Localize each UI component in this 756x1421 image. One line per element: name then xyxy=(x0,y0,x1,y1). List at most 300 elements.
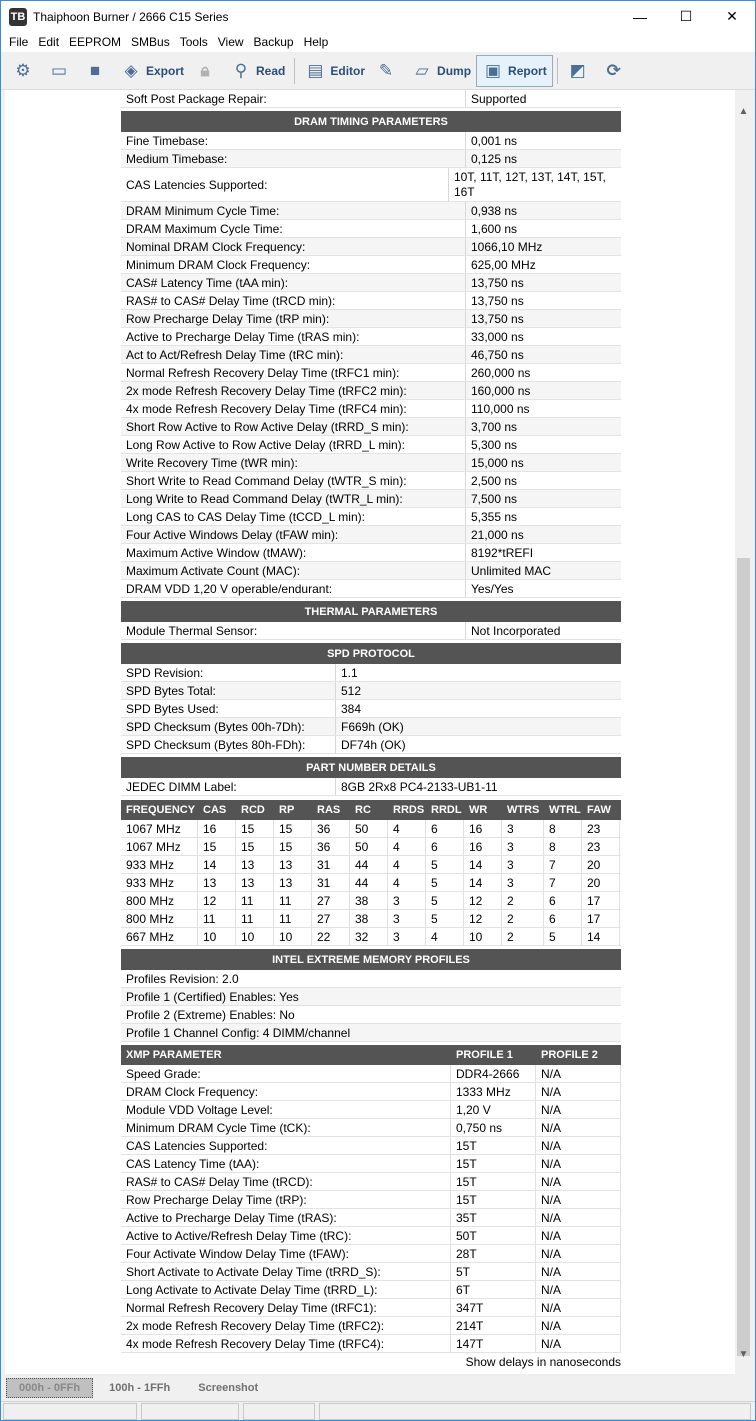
table-cell: 15 xyxy=(236,838,274,855)
column-header: XMP PARAMETER xyxy=(126,1049,222,1061)
row-value: 7,500 ns xyxy=(471,491,518,506)
menu-smbus[interactable]: SMBus xyxy=(131,35,170,49)
status-bar xyxy=(1,1401,755,1420)
row-key: Medium Timebase: xyxy=(121,150,466,167)
row-value: 13,750 ns xyxy=(471,275,524,290)
table-cell: Active to Precharge Delay Time (tRAS): xyxy=(121,1209,451,1226)
report-row xyxy=(121,256,621,274)
read-label: Read xyxy=(256,63,286,78)
menu-help[interactable]: Help xyxy=(303,35,329,49)
folder-icon: ▭ xyxy=(50,60,68,80)
xmp-table-header xyxy=(121,1045,621,1065)
table-cell: 13 xyxy=(274,856,312,873)
lock-button[interactable] xyxy=(189,55,225,87)
row-value: Unlimited MAC xyxy=(471,563,552,578)
table-cell: 933 MHz xyxy=(121,874,198,891)
report-row xyxy=(121,718,621,736)
table-cell: 11 xyxy=(236,910,274,927)
tab-screenshot[interactable]: Screenshot xyxy=(198,1382,259,1394)
column-header: WTRL xyxy=(549,804,581,816)
report-row xyxy=(121,664,621,682)
xmp-row xyxy=(121,1173,621,1191)
table-cell: 14 xyxy=(464,856,502,873)
window-controls xyxy=(617,1,755,32)
table-cell: N/A xyxy=(536,1173,621,1190)
table-cell: 6 xyxy=(426,838,464,855)
xmp-row xyxy=(121,1227,621,1245)
row-value: 2,500 ns xyxy=(471,473,518,488)
scrollbar-thumb[interactable] xyxy=(737,558,750,1356)
editor-button[interactable] xyxy=(299,55,370,87)
table-cell: 15 xyxy=(274,838,312,855)
xmp-row xyxy=(121,1155,621,1173)
info-button[interactable] xyxy=(562,55,598,87)
table-cell: 5 xyxy=(426,892,464,909)
menu-backup[interactable]: Backup xyxy=(253,35,294,49)
tab-100h-1ffh[interactable]: 100h - 1FFh xyxy=(109,1382,171,1394)
row-key: RAS# to CAS# Delay Time (tRCD min): xyxy=(121,292,466,309)
table-cell: 10 xyxy=(274,928,312,945)
section-header-xmp: INTEL EXTREME MEMORY PROFILES xyxy=(121,949,621,970)
row-key: Soft Post Package Repair: xyxy=(121,90,466,107)
frequency-table-header xyxy=(121,800,621,820)
xmp-row xyxy=(121,1335,621,1353)
table-cell: 13 xyxy=(236,856,274,873)
row-key: 4x mode Refresh Recovery Delay Time (tRFC4 min): xyxy=(121,400,466,417)
table-cell: 14 xyxy=(582,928,620,945)
table-cell: 6T xyxy=(451,1281,536,1298)
table-cell: 4x mode Refresh Recovery Delay Time (tRFC4): xyxy=(121,1335,451,1352)
settings-button[interactable] xyxy=(7,55,43,87)
table-row xyxy=(121,856,621,874)
table-cell: 1067 MHz xyxy=(121,838,198,855)
row-key: SPD Revision: xyxy=(121,664,336,681)
report-row xyxy=(121,580,621,598)
row-key: Module Thermal Sensor: xyxy=(121,622,466,639)
report-row xyxy=(121,472,621,490)
toolbar xyxy=(1,52,755,90)
info-text: Profiles Revision: 2.0 xyxy=(126,971,239,986)
refresh-button[interactable] xyxy=(598,55,634,87)
dump-label: Dump xyxy=(437,63,472,78)
table-cell: DDR4-2666 xyxy=(451,1065,536,1082)
table-cell: 10 xyxy=(236,928,274,945)
xmp-row xyxy=(121,1317,621,1335)
table-cell: 933 MHz xyxy=(121,856,198,873)
menu-file[interactable]: File xyxy=(9,35,29,49)
table-cell: 20 xyxy=(582,856,620,873)
refresh-icon: ⟳ xyxy=(606,60,621,80)
row-value: 15,000 ns xyxy=(471,455,524,470)
report-row xyxy=(121,562,621,580)
xmp-row xyxy=(121,1245,621,1263)
table-cell: N/A xyxy=(536,1065,621,1082)
table-row xyxy=(121,874,621,892)
table-cell: 0,750 ns xyxy=(451,1119,536,1136)
table-cell: 15 xyxy=(274,820,312,837)
xmp-row xyxy=(121,1119,621,1137)
report-row xyxy=(121,454,621,472)
report-row xyxy=(121,150,621,168)
report-row xyxy=(121,736,621,754)
table-cell: 31 xyxy=(312,874,350,891)
table-row xyxy=(121,820,621,838)
row-key: Normal Refresh Recovery Delay Time (tRFC1 min): xyxy=(121,364,466,381)
table-cell: 31 xyxy=(312,856,350,873)
dump-button[interactable] xyxy=(406,55,476,87)
xmp-row xyxy=(121,1101,621,1119)
table-cell: 5 xyxy=(426,856,464,873)
dump-icon: ▱ xyxy=(415,60,429,80)
table-cell: DRAM Clock Frequency: xyxy=(121,1083,451,1100)
report-row xyxy=(121,90,621,108)
table-cell: 2 xyxy=(502,928,544,945)
table-cell: N/A xyxy=(536,1263,621,1280)
table-cell: 28T xyxy=(451,1245,536,1262)
column-header: RAS xyxy=(317,804,341,816)
editor-label: Editor xyxy=(330,63,366,78)
table-cell: N/A xyxy=(536,1137,621,1154)
maximize-button[interactable]: ☐ xyxy=(679,8,693,24)
wrench-button[interactable] xyxy=(370,55,406,87)
table-cell: N/A xyxy=(536,1191,621,1208)
table-cell: Long Activate to Activate Delay Time (tRRD_L): xyxy=(121,1281,451,1298)
report-button[interactable] xyxy=(476,55,553,87)
row-key: Long CAS to CAS Delay Time (tCCD_L min): xyxy=(121,508,466,525)
info-text: Profile 2 (Extreme) Enables: No xyxy=(126,1007,295,1022)
row-key: Maximum Active Window (tMAW): xyxy=(121,544,466,561)
table-cell: 27 xyxy=(312,910,350,927)
thermal-table xyxy=(121,622,621,640)
table-cell: 12 xyxy=(464,910,502,927)
table-cell: Active to Active/Refresh Delay Time (tRC): xyxy=(121,1227,451,1244)
open-button[interactable] xyxy=(43,55,79,87)
report-row xyxy=(121,400,621,418)
table-cell: 32 xyxy=(350,928,388,945)
table-cell: 11 xyxy=(274,892,312,909)
app-icon: TB xyxy=(9,8,27,26)
spd-table xyxy=(121,664,621,754)
report-document xyxy=(121,90,621,1371)
table-cell: 800 MHz xyxy=(121,892,198,909)
row-value: 21,000 ns xyxy=(471,527,524,542)
column-header: FREQUENCY xyxy=(126,804,196,816)
row-key: Short Row Active to Row Active Delay (tRRD_S min): xyxy=(121,418,466,435)
section-header-thermal: THERMAL PARAMETERS xyxy=(121,601,621,622)
table-cell: Row Precharge Delay Time (tRP): xyxy=(121,1191,451,1208)
row-value: 33,000 ns xyxy=(471,329,524,344)
read-button[interactable] xyxy=(225,55,290,87)
row-value: 5,300 ns xyxy=(471,437,518,452)
table-cell: 12 xyxy=(198,892,236,909)
table-cell: N/A xyxy=(536,1245,621,1262)
table-cell: 5 xyxy=(426,910,464,927)
row-value: 10T, 11T, 12T, 13T, 14T, 15T, 16T xyxy=(453,169,606,199)
window-title: Thaiphoon Burner / 2666 C15 Series xyxy=(33,9,229,24)
report-row xyxy=(121,382,621,400)
row-value: 8GB 2Rx8 PC4-2133-UB1-11 xyxy=(341,779,498,794)
xmp-row xyxy=(121,1263,621,1281)
report-row xyxy=(121,490,621,508)
column-header: PROFILE 1 xyxy=(456,1049,513,1061)
table-cell: 44 xyxy=(350,874,388,891)
menu-tools[interactable]: Tools xyxy=(179,35,208,49)
table-cell: 3 xyxy=(388,892,426,909)
table-cell: 23 xyxy=(582,820,620,837)
report-row xyxy=(121,622,621,640)
report-label: Report xyxy=(508,63,547,78)
section-header-spd: SPD PROTOCOL xyxy=(121,643,621,664)
table-cell: 4 xyxy=(388,856,426,873)
report-row xyxy=(121,328,621,346)
table-cell: 11 xyxy=(274,910,312,927)
table-cell: N/A xyxy=(536,1335,621,1352)
row-value: 260,000 ns xyxy=(471,365,531,380)
table-cell: 6 xyxy=(544,892,582,909)
table-cell: 11 xyxy=(198,910,236,927)
report-row xyxy=(121,238,621,256)
table-cell: 2x mode Refresh Recovery Delay Time (tRFC2): xyxy=(121,1317,451,1334)
table-cell: 8 xyxy=(544,838,582,855)
row-key: DRAM VDD 1,20 V operable/endurant: xyxy=(121,580,466,597)
table-cell: CAS Latencies Supported: xyxy=(121,1137,451,1154)
report-row xyxy=(121,202,621,220)
xmp-info-row xyxy=(121,1006,621,1024)
row-key: SPD Bytes Used: xyxy=(121,700,336,717)
read-icon: ⚲ xyxy=(234,60,248,80)
report-row xyxy=(121,310,621,328)
report-row xyxy=(121,364,621,382)
table-cell: 214T xyxy=(451,1317,536,1334)
row-key: CAS Latencies Supported: xyxy=(121,168,449,201)
row-key: SPD Bytes Total: xyxy=(121,682,336,699)
row-value: 1066,10 MHz xyxy=(471,239,543,254)
column-header: RRDS xyxy=(393,804,425,816)
frequency-table xyxy=(121,820,621,946)
xmp-info-row xyxy=(121,988,621,1006)
section-header-part-number: PART NUMBER DETAILS xyxy=(121,757,621,778)
report-row xyxy=(121,346,621,364)
table-cell: 4 xyxy=(426,928,464,945)
row-key: Write Recovery Time (tWR min): xyxy=(121,454,466,471)
row-value: 5,355 ns xyxy=(471,509,518,524)
menu-edit[interactable]: Edit xyxy=(38,35,60,49)
row-key: Fine Timebase: xyxy=(121,132,466,149)
report-row xyxy=(121,418,621,436)
table-row xyxy=(121,928,621,946)
table-cell: 10 xyxy=(464,928,502,945)
table-cell: 3 xyxy=(502,856,544,873)
table-cell: 3 xyxy=(502,838,544,855)
table-cell: 3 xyxy=(502,820,544,837)
row-value: 0,938 ns xyxy=(471,203,518,218)
table-cell: 15T xyxy=(451,1191,536,1208)
table-cell: 147T xyxy=(451,1335,536,1352)
report-row xyxy=(121,700,621,718)
row-value: DF74h (OK) xyxy=(341,737,406,752)
table-cell: 13 xyxy=(198,874,236,891)
lock-icon: 🔒︎ xyxy=(200,60,210,80)
row-value: 625,00 MHz xyxy=(471,257,536,272)
status-cell xyxy=(3,1403,137,1420)
table-cell: 3 xyxy=(388,928,426,945)
table-cell: 4 xyxy=(388,838,426,855)
report-icon: ▣ xyxy=(485,60,502,80)
table-cell: 17 xyxy=(582,892,620,909)
table-cell: 6 xyxy=(544,910,582,927)
row-value: 110,000 ns xyxy=(471,401,530,416)
report-row xyxy=(121,436,621,454)
table-cell: Short Activate to Activate Delay Time (tRRD_S): xyxy=(121,1263,451,1280)
wrench-icon: ✎ xyxy=(378,60,394,80)
row-key: Act to Act/Refresh Delay Time (tRC min): xyxy=(121,346,466,363)
table-cell: N/A xyxy=(536,1101,621,1118)
row-key: DRAM Maximum Cycle Time: xyxy=(121,220,466,237)
row-key: Active to Precharge Delay Time (tRAS min): xyxy=(121,328,466,345)
table-cell: 14 xyxy=(464,874,502,891)
report-row xyxy=(121,292,621,310)
table-cell: 16 xyxy=(198,820,236,837)
minimize-button[interactable]: — xyxy=(633,8,647,25)
row-key: Nominal DRAM Clock Frequency: xyxy=(121,238,466,255)
table-cell: 15 xyxy=(236,820,274,837)
table-cell: 23 xyxy=(582,838,620,855)
row-key: 2x mode Refresh Recovery Delay Time (tRFC2 min): xyxy=(121,382,466,399)
table-cell: 36 xyxy=(312,820,350,837)
table-cell: 4 xyxy=(388,874,426,891)
report-row xyxy=(121,132,621,150)
table-cell: Module VDD Voltage Level: xyxy=(121,1101,451,1118)
row-key: SPD Checksum (Bytes 80h-FDh): xyxy=(121,736,336,753)
report-view[interactable] xyxy=(5,90,735,1374)
toolbar-separator xyxy=(294,58,295,84)
table-cell: 800 MHz xyxy=(121,910,198,927)
table-cell: 22 xyxy=(312,928,350,945)
report-row xyxy=(121,274,621,292)
column-header: WR xyxy=(469,804,488,816)
scroll-down-icon[interactable]: ▼ xyxy=(738,1349,749,1360)
row-key: Long Row Active to Row Active Delay (tRRD_L min): xyxy=(121,436,466,453)
table-cell: 1,20 V xyxy=(451,1101,536,1118)
table-cell: 347T xyxy=(451,1299,536,1316)
row-value: 1,600 ns xyxy=(471,221,518,236)
table-cell: 3 xyxy=(388,910,426,927)
xmp-info xyxy=(121,970,621,1042)
toolbar-separator xyxy=(557,58,558,84)
dram-timing-table xyxy=(121,132,621,598)
table-cell: 10 xyxy=(198,928,236,945)
menu-view[interactable]: View xyxy=(217,35,244,49)
column-header: RP xyxy=(279,804,295,816)
vertical-scrollbar[interactable] xyxy=(735,90,752,1374)
column-header: RC xyxy=(355,804,371,816)
row-value: 512 xyxy=(341,683,362,698)
xmp-row xyxy=(121,1209,621,1227)
show-delays-link[interactable]: Show delays in nanoseconds xyxy=(465,1355,621,1369)
row-key: Maximum Activate Count (MAC): xyxy=(121,562,466,579)
table-cell: 6 xyxy=(426,820,464,837)
table-cell: N/A xyxy=(536,1209,621,1226)
table-cell: 50T xyxy=(451,1227,536,1244)
table-row xyxy=(121,910,621,928)
bottom-tabs xyxy=(1,1377,755,1399)
table-cell: 17 xyxy=(582,910,620,927)
xmp-info-row xyxy=(121,1024,621,1042)
row-value: 13,750 ns xyxy=(471,311,524,326)
table-cell: 44 xyxy=(350,856,388,873)
table-cell: 16 xyxy=(464,838,502,855)
table-cell: 12 xyxy=(464,892,502,909)
xmp-row xyxy=(121,1137,621,1155)
row-value: 160,000 ns xyxy=(471,383,531,398)
close-button[interactable]: ✕ xyxy=(726,8,738,24)
export-icon: ◈ xyxy=(124,60,138,80)
table-cell: RAS# to CAS# Delay Time (tRCD): xyxy=(121,1173,451,1190)
export-label: Export xyxy=(146,63,185,78)
table-row xyxy=(121,892,621,910)
save-button[interactable] xyxy=(79,55,115,87)
row-value: Not Incorporated xyxy=(471,623,561,638)
table-cell: N/A xyxy=(536,1227,621,1244)
gear-icon: ⚙ xyxy=(15,60,31,80)
table-cell: 1067 MHz xyxy=(121,820,198,837)
row-value: 384 xyxy=(341,701,362,716)
scroll-up-icon[interactable]: ▲ xyxy=(738,106,749,117)
table-cell: 14 xyxy=(198,856,236,873)
table-cell: 50 xyxy=(350,838,388,855)
editor-icon: ▤ xyxy=(307,60,324,80)
table-cell: N/A xyxy=(536,1299,621,1316)
table-row xyxy=(121,838,621,856)
xmp-row xyxy=(121,1065,621,1083)
xmp-table xyxy=(121,1065,621,1353)
table-cell: 5 xyxy=(544,928,582,945)
menu-bar xyxy=(1,32,755,52)
table-cell: 38 xyxy=(350,910,388,927)
table-cell: 38 xyxy=(350,892,388,909)
table-cell: CAS Latency Time (tAA): xyxy=(121,1155,451,1172)
table-cell: 20 xyxy=(582,874,620,891)
table-cell: N/A xyxy=(536,1317,621,1334)
info-text: Profile 1 Channel Config: 4 DIMM/channel xyxy=(126,1025,351,1040)
row-key: Long Write to Read Command Delay (tWTR_L min): xyxy=(121,490,466,507)
report-row xyxy=(121,682,621,700)
table-cell: 667 MHz xyxy=(121,928,198,945)
menu-eeprom[interactable]: EEPROM xyxy=(69,35,122,49)
row-value: 46,750 ns xyxy=(471,347,524,362)
column-header: PROFILE 2 xyxy=(541,1049,598,1061)
export-button[interactable] xyxy=(115,55,189,87)
row-value: 13,750 ns xyxy=(471,293,524,308)
tab-000h-0ffh[interactable]: 000h - 0FFh xyxy=(6,1378,93,1398)
floppy-icon: ■ xyxy=(89,60,101,80)
table-cell: 27 xyxy=(312,892,350,909)
table-cell: 15T xyxy=(451,1155,536,1172)
row-key: Short Write to Read Command Delay (tWTR_S min): xyxy=(121,472,466,489)
table-cell: 15 xyxy=(198,838,236,855)
column-header: FAW xyxy=(587,804,611,816)
status-cell xyxy=(141,1403,239,1420)
table-cell: 8 xyxy=(544,820,582,837)
report-row xyxy=(121,526,621,544)
xmp-row xyxy=(121,1299,621,1317)
table-cell: Normal Refresh Recovery Delay Time (tRFC1): xyxy=(121,1299,451,1316)
table-cell: 36 xyxy=(312,838,350,855)
part-table xyxy=(121,778,621,796)
info-book-icon: ◩ xyxy=(569,60,586,80)
xmp-row xyxy=(121,1083,621,1101)
xmp-row xyxy=(121,1191,621,1209)
